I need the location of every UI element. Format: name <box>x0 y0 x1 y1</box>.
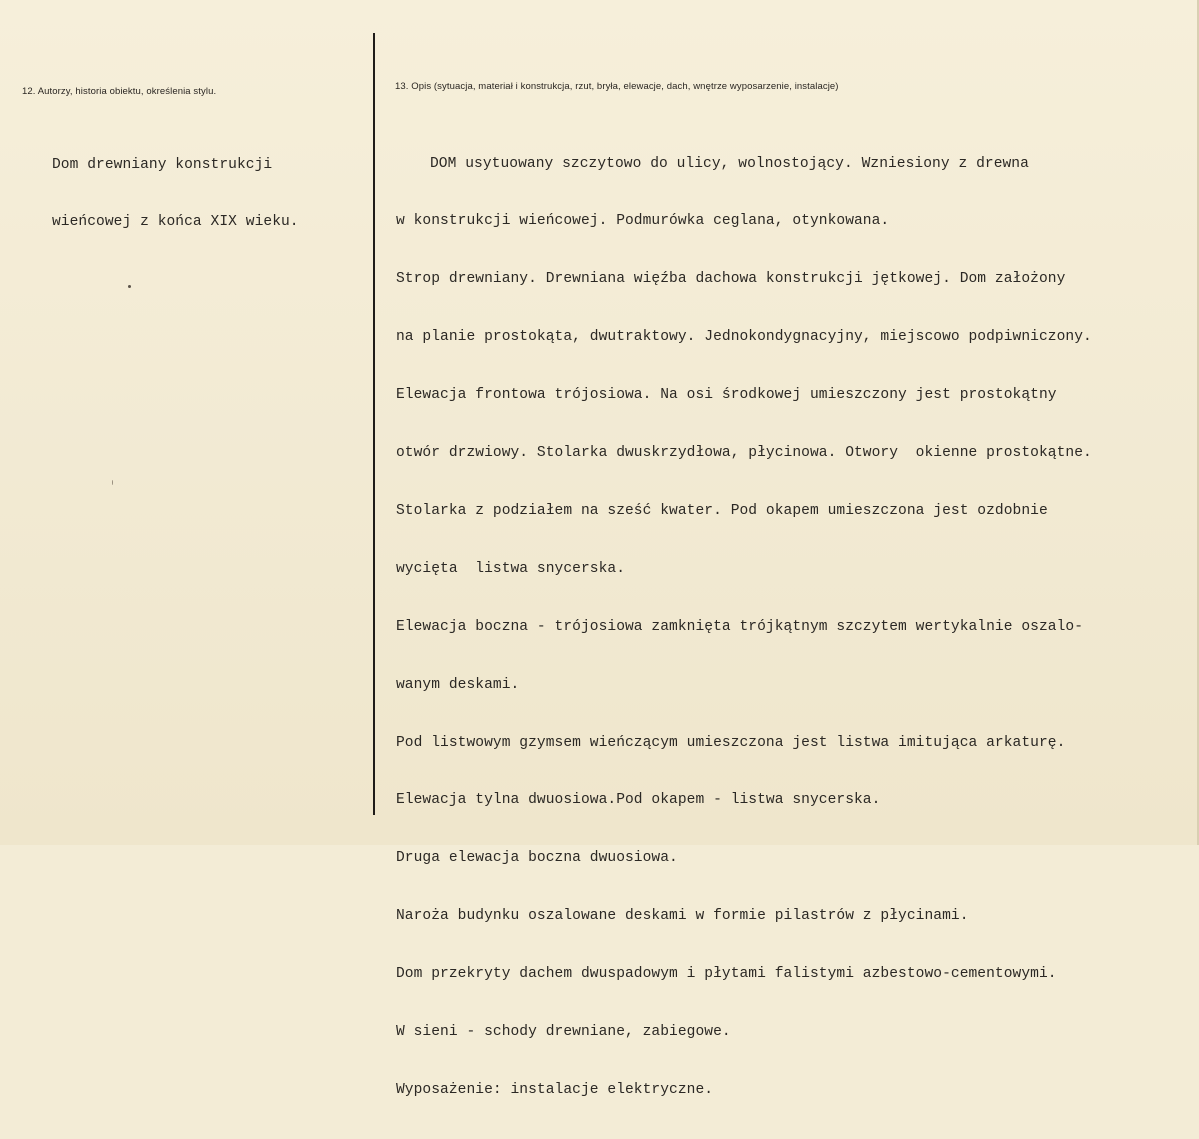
text-line: wieńcowej z końca XIX wieku. <box>52 214 299 231</box>
text-line: DOM usytuowany szczytowo do ulicy, wolnostojący. Wzniesiony z drewna <box>430 155 1029 172</box>
section-12-label: 12. Autorzy, historia obiektu, określenia stylu. <box>22 86 217 97</box>
text-line: na planie prostokąta, dwutraktowy. Jednokondygnacyjny, miejscowo podpiwniczony. <box>396 329 1092 346</box>
section-12-text <box>52 117 299 271</box>
text-line: Pod listwowym gzymsem wieńczącym umieszczona jest listwa imitująca arkaturę. <box>396 734 1066 751</box>
paper-speck <box>112 480 113 485</box>
text-line: W sieni - schody drewniane, zabiegowe. <box>396 1023 731 1040</box>
text-line: Dom przekryty dachem dwuspadowym i płytami falistymi azbestowo-cementowymi. <box>396 966 1057 983</box>
section-13-text <box>396 116 1092 1139</box>
text-line: Wyposażenie: instalacje elektryczne. <box>396 1081 714 1098</box>
column-divider <box>373 33 375 815</box>
paper-speck <box>128 285 131 288</box>
text-line: Naroża budynku oszalowane deskami w formie pilastrów z płycinami. <box>396 908 969 925</box>
text-line: Stolarka z podziałem na sześć kwater. Pod okapem umieszczona jest ozdobnie <box>396 502 1048 519</box>
text-line: w konstrukcji wieńcowej. Podmurówka ceglana, otynkowana. <box>396 213 890 230</box>
text-line: Elewacja tylna dwuosiowa.Pod okapem - listwa snycerska. <box>396 792 881 809</box>
text-line: Druga elewacja boczna dwuosiowa. <box>396 850 678 867</box>
text-line: otwór drzwiowy. Stolarka dwuskrzydłowa, płycinowa. Otwory okienne prostokątne. <box>396 445 1092 462</box>
text-line: wanym deskami. <box>396 676 520 693</box>
text-line: Dom drewniany konstrukcji <box>52 156 273 173</box>
section-13-label: 13. Opis (sytuacja, materiał i konstrukcja, rzut, bryła, elewacje, dach, wnętrze wyposarzenie, instalacje) <box>395 81 839 92</box>
text-line: Strop drewniany. Drewniana więźba dachowa konstrukcji jętkowej. Dom założony <box>396 271 1066 288</box>
text-line: Elewacja boczna - trójosiowa zamknięta trójkątnym szczytem wertykalnie oszalo- <box>396 618 1083 635</box>
text-line: wycięta listwa snycerska. <box>396 560 625 577</box>
text-line: Elewacja frontowa trójosiowa. Na osi środkowej umieszczony jest prostokątny <box>396 387 1057 404</box>
